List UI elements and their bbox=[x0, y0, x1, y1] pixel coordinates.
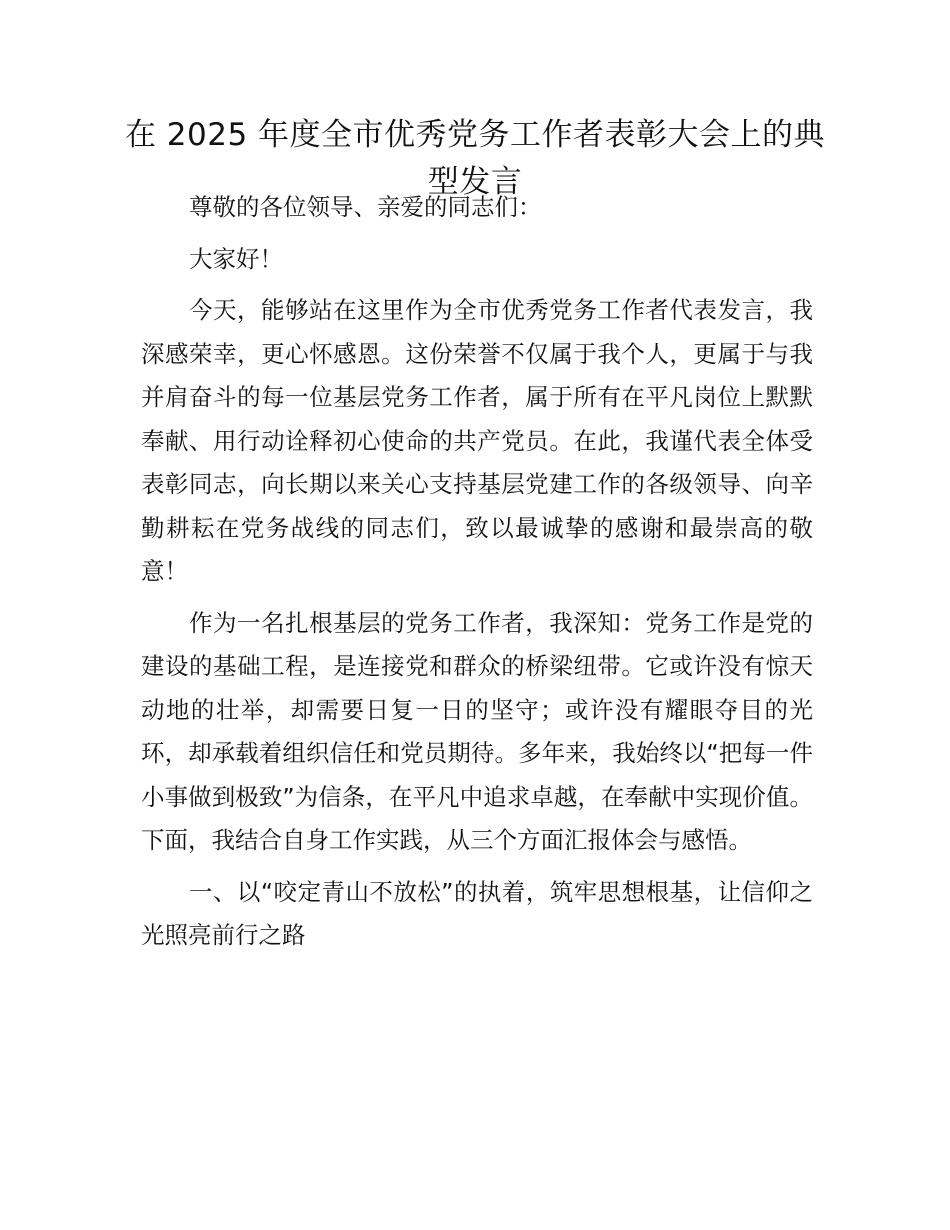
greeting-paragraph: 大家好！ bbox=[189, 244, 283, 273]
body-paragraph: 作为一名扎根基层的党务工作者，我深知：党务工作是党的建设的基础工程，是连接党和群众的桥梁纽带。它或许没有惊天动地的壮举，却需要日复一日的坚守；或许没有耀眼夺目的光环，却承载着组织信任和党员期待。多年来，我始终以“把每一件小事做到极致”为信条，在平凡中追求卓越，在奉献中实现价值。下面，我结合自身工作实践，从三个方面汇报体会与感悟。 bbox=[141, 608, 813, 854]
salutation-paragraph: 尊敬的各位领导、亲爱的同志们： bbox=[189, 193, 542, 221]
section-heading: 一、以“咬定青山不放松”的执着，筑牢思想根基，让信仰之光照亮前行之路 bbox=[141, 877, 813, 949]
body-paragraph: 今天，能够站在这里作为全市优秀党务工作者代表发言，我深感荣幸，更心怀感恩。这份荣誉不仅属于我个人，更属于与我并肩奋斗的每一位基层党务工作者，属于所有在平凡岗位上默默奉献、用行动诠释初心使命的共产党员。在此，我谨代表全体受表彰同志，向长期以来关心支持基层党建工作的各级领导、向辛勤耕耘在党务战线的同志们，致以最诚挚的感谢和最崇高的敬意！ bbox=[141, 296, 813, 585]
document-body bbox=[141, 186, 813, 966]
document-title: 在 2025 年度全市优秀党务工作者表彰大会上的典型发言 bbox=[124, 117, 826, 200]
